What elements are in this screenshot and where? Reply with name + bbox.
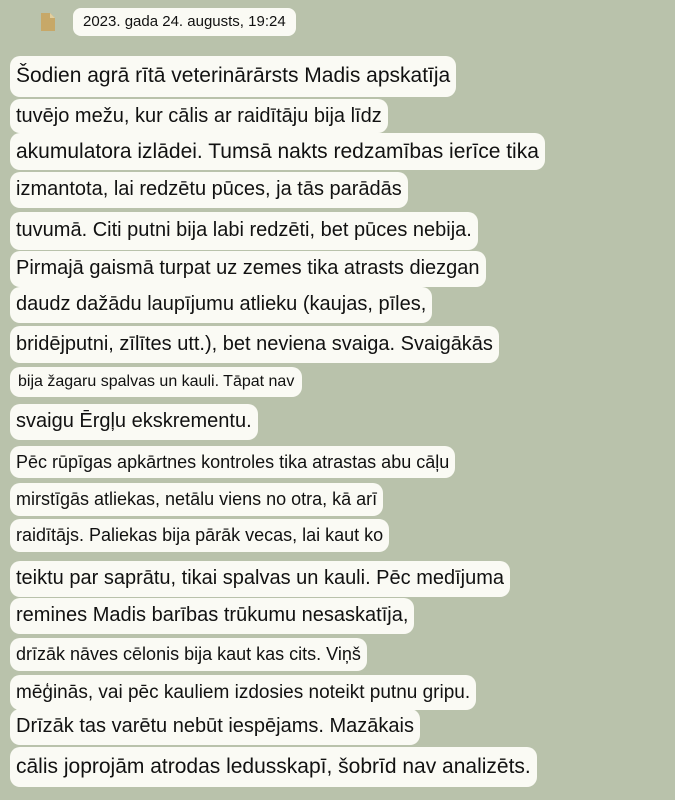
message-line: Pēc rūpīgas apkārtnes kontroles tika atrastas abu cāļu — [10, 446, 455, 478]
message-timestamp: 2023. gada 24. augusts, 19:24 — [73, 8, 296, 36]
message-line: bridējputni, zīlītes utt.), bet neviena svaiga. Svaigākās — [10, 326, 499, 363]
message-line: remines Madis barības trūkumu nesaskatīja, — [10, 598, 414, 634]
message-line: akumulatora izlādei. Tumsā nakts redzamības ierīce tika — [10, 133, 545, 170]
message-line: daudz dažādu laupījumu atlieku (kaujas, pīles, — [10, 287, 432, 323]
message-line: bija žagaru spalvas un kauli. Tāpat nav — [10, 367, 302, 397]
message-line: tuvumā. Citi putni bija labi redzēti, bet pūces nebija. — [10, 212, 478, 250]
document-icon[interactable] — [41, 13, 55, 31]
message-line: cālis joprojām atrodas ledusskapī, šobrīd nav analizēts. — [10, 747, 537, 787]
message-line: raidītājs. Paliekas bija pārāk vecas, lai kaut ko — [10, 519, 389, 552]
message-line: svaigu Ērgļu ekskrementu. — [10, 404, 258, 440]
message-line: tuvējo mežu, kur cālis ar raidītāju bija līdz — [10, 99, 388, 133]
message-line: izmantota, lai redzētu pūces, ja tās parādās — [10, 172, 408, 208]
message-header — [41, 7, 296, 37]
message-line: teiktu par saprātu, tikai spalvas un kauli. Pēc medījuma — [10, 561, 510, 597]
message-line: Šodien agrā rītā veterinārārsts Madis apskatīja — [10, 56, 456, 97]
message-line: Drīzāk tas varētu nebūt iespējams. Mazākais — [10, 709, 420, 745]
message-line: mirstīgās atliekas, netālu viens no otra, kā arī — [10, 483, 383, 516]
message-line: Pirmajā gaismā turpat uz zemes tika atrasts diezgan — [10, 251, 486, 287]
message-line: drīzāk nāves cēlonis bija kaut kas cits. Viņš — [10, 638, 367, 671]
message-line: mēģinās, vai pēc kauliem izdosies noteikt putnu gripu. — [10, 675, 476, 710]
